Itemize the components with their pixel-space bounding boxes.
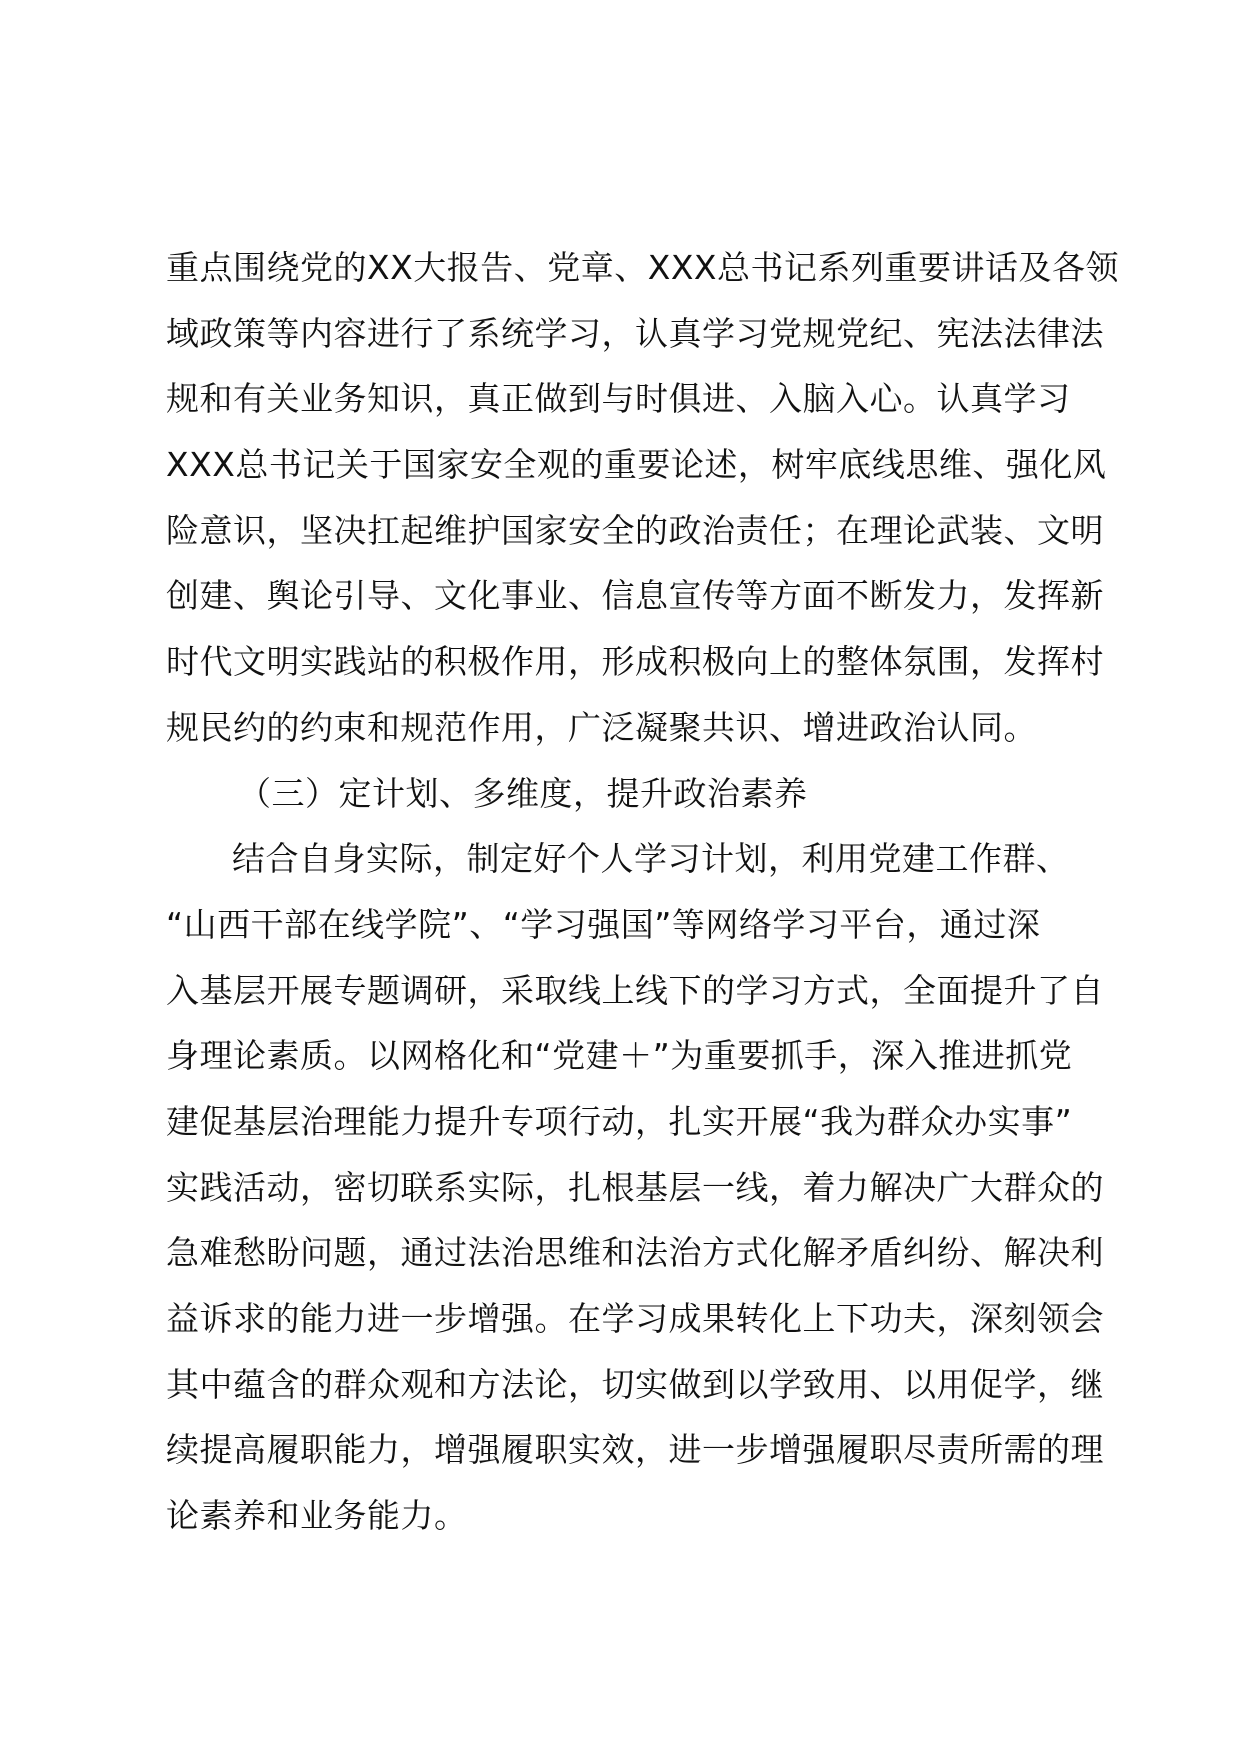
paragraph-line: 域政策等内容进行了系统学习，认真学习党规党纪、宪法法律法: [166, 313, 1104, 353]
paragraph-line: 实践活动，密切联系实际，扎根基层一线，着力解决广大群众的: [166, 1167, 1104, 1207]
paragraph-line: 结合自身实际，制定好个人学习计划，利用党建工作群、: [232, 839, 1070, 879]
paragraph-line: “山西干部在线学院”、“学习强国”等网络学习平台，通过深: [166, 904, 1041, 944]
paragraph-line: 建促基层治理能力提升专项行动，扎实开展“我为群众办实事”: [166, 1101, 1073, 1141]
paragraph-line: 重点围绕党的XX大报告、党章、XXX总书记系列重要讲话及各领: [166, 248, 1120, 287]
paragraph-line: 其中蕴含的群众观和方法论，切实做到以学致用、以用促学，继: [166, 1364, 1104, 1404]
paragraph-2: [166, 826, 1106, 1549]
paragraph-line: XXX总书记关于国家安全观的重要论述，树牢底线思维、强化风: [166, 445, 1107, 485]
paragraph-line: 创建、舆论引导、文化事业、信息宣传等方面不断发力，发挥新: [166, 576, 1104, 616]
section-heading: （三）定计划、多维度，提升政治素养: [238, 773, 808, 813]
paragraph-line: 急难愁盼问题，通过法治思维和法治方式化解矛盾纠纷、解决利: [166, 1233, 1104, 1273]
paragraph-line: 续提高履职能力，增强履职实效，进一步增强履职尽责所需的理: [166, 1430, 1104, 1470]
paragraph-1: [166, 235, 1120, 761]
paragraph-line: 入基层开展专题调研，采取线上线下的学习方式，全面提升了自: [166, 970, 1104, 1010]
paragraph-line: 时代文明实践站的积极作用，形成积极向上的整体氛围，发挥村: [166, 642, 1104, 682]
paragraph-line: 身理论素质。以网格化和“党建＋”为重要抓手，深入推进抓党: [166, 1036, 1073, 1076]
paragraph-line: 规和有关业务知识，真正做到与时俱进、入脑入心。认真学习: [166, 379, 1071, 419]
paragraph-line: 论素养和业务能力。: [166, 1496, 468, 1536]
paragraph-line: 益诉求的能力进一步增强。在学习成果转化上下功夫，深刻领会: [166, 1299, 1104, 1338]
paragraph-line: 险意识，坚决扛起维护国家安全的政治责任；在理论武装、文明: [166, 510, 1104, 550]
paragraph-line: 规民约的约束和规范作用，广泛凝聚共识、增进政治认同。: [166, 707, 1037, 747]
document-body: [166, 235, 1120, 1549]
